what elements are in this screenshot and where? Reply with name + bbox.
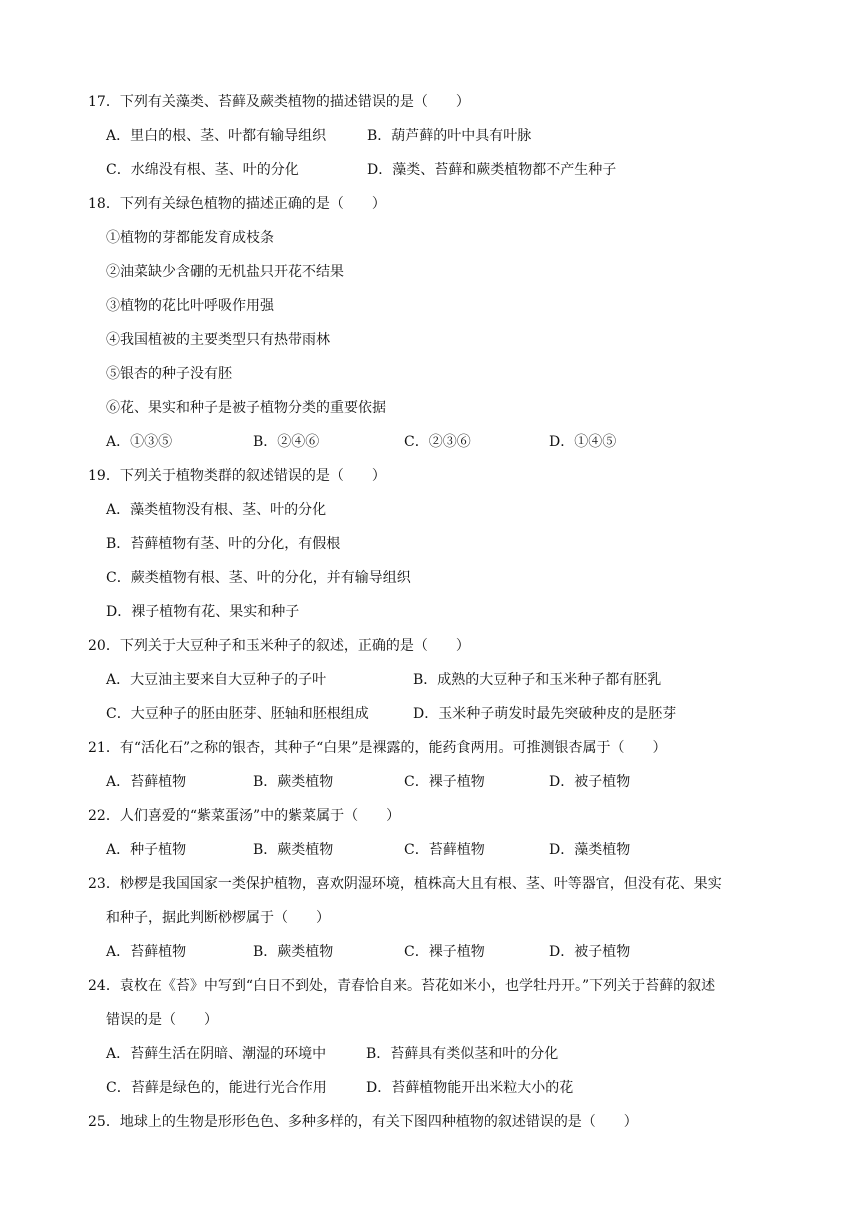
question-22-option-b: B．蕨类植物 (253, 842, 334, 858)
question-23-stem-line-2: 和种子，据此判断桫椤属于（ ） (106, 910, 330, 926)
question-19-option-d: D．裸子植物有花、果实和种子 (106, 604, 300, 620)
question-18-option-d: D．①④⑤ (549, 434, 617, 450)
question-19-stem: 19．下列关于植物类群的叙述错误的是（ ） (88, 468, 386, 484)
question-18-statement-2: ②油菜缺少含硼的无机盐只开花不结果 (106, 264, 344, 280)
question-24-option-a: A．苔藓生活在阴暗、潮湿的环境中 (106, 1046, 327, 1062)
question-20-stem: 20．下列关于大豆种子和玉米种子的叙述，正确的是（ ） (88, 638, 470, 654)
question-20-option-d: D．玉米种子萌发时最先突破种皮的是胚芽 (413, 706, 677, 722)
question-23-option-b: B．蕨类植物 (253, 944, 334, 960)
question-23-option-d: D．被子植物 (549, 944, 631, 960)
question-21-option-a: A．苔藓植物 (106, 774, 187, 790)
question-17-option-c: C．水绵没有根、茎、叶的分化 (106, 162, 299, 178)
question-24-stem-line-1: 24．袁枚在《苔》中写到“白日不到处，青春恰自来。苔花如米小，也学牡丹开。”下列关于苔藓的叙述 (88, 978, 716, 994)
question-24-option-c: C．苔藓是绿色的，能进行光合作用 (106, 1080, 327, 1096)
question-25-stem: 25．地球上的生物是形形色色、多种多样的，有关下图四种植物的叙述错误的是（ ） (88, 1114, 638, 1130)
question-17-option-a: A．里白的根、茎、叶都有输导组织 (106, 128, 327, 144)
question-21-stem: 21．有“活化石”之称的银杏，其种子“白果”是裸露的，能药食两用。可推测银杏属于（ ） (88, 740, 667, 756)
question-23-option-a: A．苔藓植物 (106, 944, 187, 960)
question-17-option-b: B．葫芦藓的叶中具有叶脉 (367, 128, 532, 144)
question-24-option-b: B．苔藓具有类似茎和叶的分化 (366, 1046, 559, 1062)
question-21-option-d: D．被子植物 (549, 774, 631, 790)
question-17-option-d: D．藻类、苔藓和蕨类植物都不产生种子 (367, 162, 617, 178)
question-18-option-b: B．②④⑥ (253, 434, 320, 450)
question-21-option-b: B．蕨类植物 (253, 774, 334, 790)
question-22-option-d: D．藻类植物 (549, 842, 631, 858)
question-18-statement-1: ①植物的芽都能发育成枝条 (106, 230, 274, 246)
question-19-option-c: C．蕨类植物有根、茎、叶的分化，并有输导组织 (106, 570, 411, 586)
question-19-option-a: A．藻类植物没有根、茎、叶的分化 (106, 502, 327, 518)
question-22-stem: 22．人们喜爱的“紫菜蛋汤”中的紫菜属于（ ） (88, 808, 401, 824)
question-20-option-b: B．成熟的大豆种子和玉米种子都有胚乳 (413, 672, 662, 688)
question-18-statement-3: ③植物的花比叶呼吸作用强 (106, 298, 274, 314)
question-20-option-c: C．大豆种子的胚由胚芽、胚轴和胚根组成 (106, 706, 369, 722)
question-24-stem-line-2: 错误的是（ ） (106, 1012, 218, 1028)
question-18-option-a: A．①③⑤ (106, 434, 173, 450)
question-18-statement-6: ⑥花、果实和种子是被子植物分类的重要依据 (106, 400, 386, 416)
question-20-option-a: A．大豆油主要来自大豆种子的子叶 (106, 672, 327, 688)
question-23-stem-line-1: 23．桫椤是我国国家一类保护植物，喜欢阴湿环境，植株高大且有根、茎、叶等器官，但没有花、果实 (88, 876, 722, 892)
question-19-option-b: B．苔藓植物有茎、叶的分化，有假根 (106, 536, 341, 552)
question-18-statement-4: ④我国植被的主要类型只有热带雨林 (106, 332, 330, 348)
question-22-option-c: C．苔藓植物 (404, 842, 485, 858)
question-17-stem: 17．下列有关藻类、苔藓及蕨类植物的描述错误的是（ ） (88, 94, 470, 110)
question-18-option-c: C．②③⑥ (404, 434, 471, 450)
question-18-statement-5: ⑤银杏的种子没有胚 (106, 366, 232, 382)
question-18-stem: 18．下列有关绿色植物的描述正确的是（ ） (88, 196, 386, 212)
question-23-option-c: C．裸子植物 (404, 944, 485, 960)
question-24-option-d: D．苔藓植物能开出米粒大小的花 (366, 1080, 574, 1096)
question-22-option-a: A．种子植物 (106, 842, 187, 858)
question-21-option-c: C．裸子植物 (404, 774, 485, 790)
